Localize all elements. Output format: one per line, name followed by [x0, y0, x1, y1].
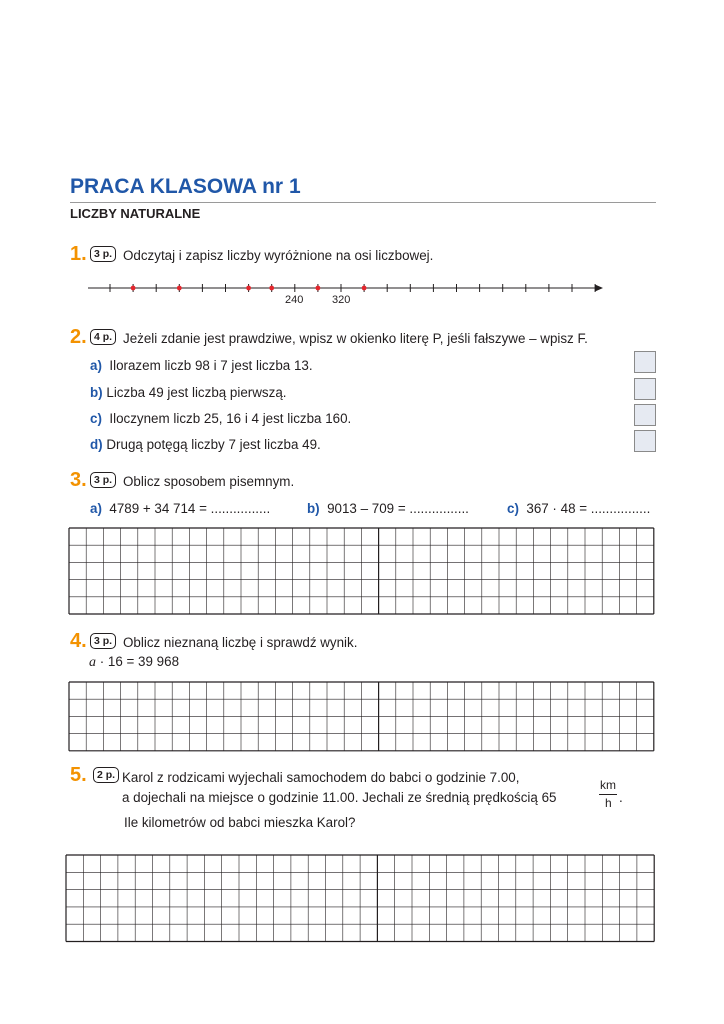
task-2-number: 2.: [70, 326, 87, 348]
item-text: Liczba 49 jest liczbą pierwszą.: [106, 385, 287, 400]
unit-numerator: km: [600, 778, 616, 792]
item-label: b): [90, 385, 103, 400]
unit-denominator: h: [605, 796, 612, 810]
task-5-number: 5.: [70, 764, 87, 786]
page-subtitle: LICZBY NATURALNE: [70, 206, 201, 221]
item-text: 9013 – 709 = ................: [327, 501, 469, 516]
task-3-instruction: Oblicz sposobem pisemnym.: [123, 474, 295, 489]
item-text: Iloczynem liczb 25, 16 i 4 jest liczba 160.: [109, 411, 352, 426]
task-4-instruction: Oblicz nieznaną liczbę i sprawdź wynik.: [123, 635, 358, 650]
task-5-line-1: Karol z rodzicami wyjechali samochodem do babci o godzinie 7.00,: [122, 770, 520, 785]
number-line-label-320: 320: [332, 294, 351, 306]
task-2-instruction: Jeżeli zdanie jest prawdziwe, wpisz w okienko literę P, jeśli fałszywe – wpisz F.: [123, 331, 588, 346]
item-label: c): [507, 501, 519, 516]
item-text: Drugą potęgą liczby 7 jest liczba 49.: [106, 437, 321, 452]
item-text: 367 · 48 = ................: [526, 501, 651, 516]
item-label: a): [90, 358, 102, 373]
item-label: a): [90, 501, 102, 516]
equation-variable: a: [89, 655, 96, 670]
task-1-number: 1.: [70, 243, 87, 265]
item-text: 4789 + 34 714 = ................: [109, 501, 271, 516]
task-1-points-badge: 3 p.: [90, 246, 116, 262]
equation-rest: · 16 = 39 968: [96, 654, 180, 669]
item-label: c): [90, 411, 102, 426]
task-5-points-badge: 2 p.: [93, 767, 119, 783]
page-title: PRACA KLASOWA nr 1: [70, 175, 301, 198]
task-3-points-badge: 3 p.: [90, 472, 116, 488]
item-text: Ilorazem liczb 98 i 7 jest liczba 13.: [109, 358, 313, 373]
item-label: b): [307, 501, 320, 516]
task-1-instruction: Odczytaj i zapisz liczby wyróżnione na osi liczbowej.: [123, 248, 434, 263]
task-4-points-badge: 3 p.: [90, 633, 116, 649]
task-3-number: 3.: [70, 469, 87, 491]
task-2-points-badge: 4 p.: [90, 329, 116, 345]
task-5-line-3: Ile kilometrów od babci mieszka Karol?: [124, 815, 356, 830]
task-4-number: 4.: [70, 630, 87, 652]
number-line-label-240: 240: [285, 294, 304, 306]
task-5-line-2-end: .: [619, 790, 623, 805]
item-label: d): [90, 437, 103, 452]
task-5-line-2: a dojechali na miejsce o godzinie 11.00. Jechali ze średnią prędkością 65: [122, 790, 557, 805]
